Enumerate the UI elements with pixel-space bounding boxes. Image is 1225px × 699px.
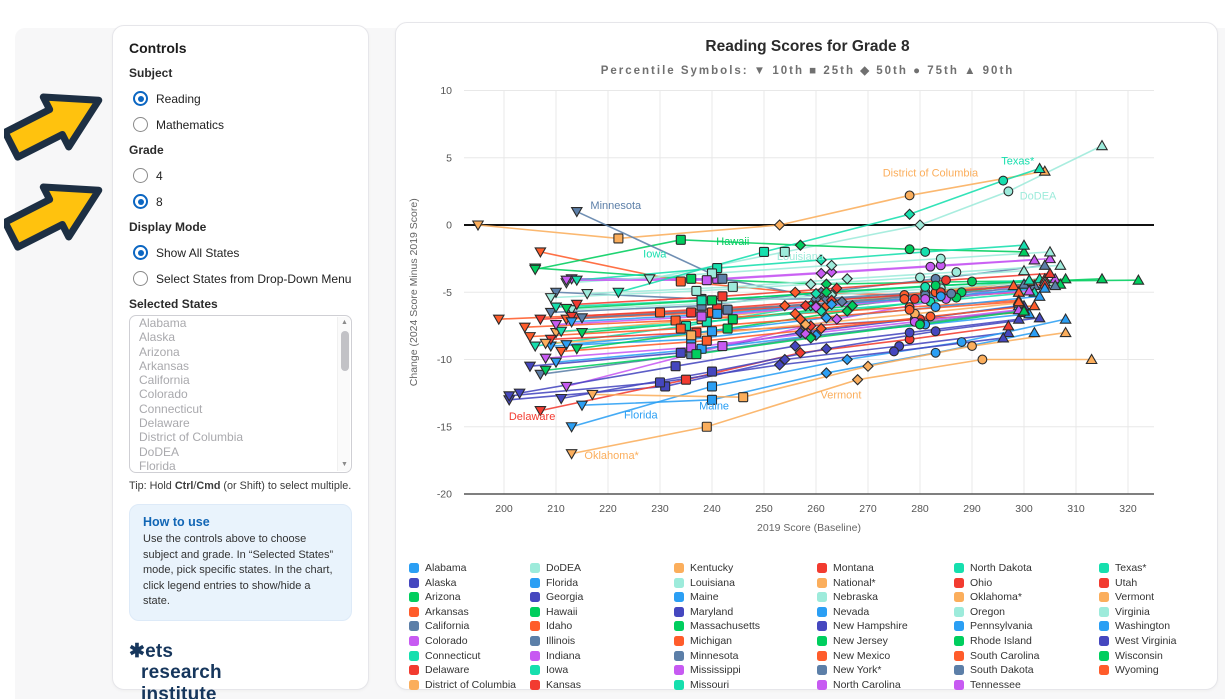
legend-label: Idaho [546, 620, 573, 633]
legend-swatch [530, 563, 540, 573]
legend-label: Oklahoma* [970, 591, 1022, 604]
radio-grade-4[interactable] [133, 168, 352, 183]
legend-label: Colorado [425, 635, 468, 647]
legend-label: Michigan [690, 635, 733, 647]
svg-text:270: 270 [859, 503, 877, 515]
legend-item-utah[interactable] [1099, 577, 1137, 589]
scroll-thumb[interactable] [341, 331, 349, 371]
svg-text:10: 10 [440, 85, 452, 97]
legend-swatch [674, 680, 684, 690]
svg-text:210: 210 [547, 503, 565, 515]
legend-swatch [674, 665, 684, 675]
chart-title: Reading Scores for Grade 8 [705, 38, 910, 55]
radio-label: Reading [156, 91, 201, 106]
legend-swatch [1099, 621, 1109, 631]
legend-swatch [954, 665, 964, 675]
radio-subject-reading[interactable] [133, 91, 352, 106]
radio-selected-icon[interactable] [133, 245, 148, 260]
listbox-option[interactable]: District of Columbia [139, 430, 244, 445]
svg-text:320: 320 [1119, 503, 1137, 515]
annotation-vermont: Vermont [820, 389, 862, 402]
listbox-scrollbar[interactable] [337, 317, 350, 471]
legend-swatch [409, 680, 419, 690]
legend-label: National* [833, 576, 876, 589]
legend-item-delaware[interactable] [409, 664, 469, 676]
legend-swatch [1099, 563, 1109, 573]
legend-swatch [409, 578, 419, 588]
legend-label: Oregon [970, 605, 1006, 618]
legend-label: Mississippi [690, 664, 741, 677]
legend-label: Tennessee [970, 678, 1021, 691]
legend-item-kansas[interactable] [530, 679, 581, 691]
subject-label: Subject [129, 66, 173, 80]
legend-item-wyoming[interactable] [1099, 664, 1159, 676]
scroll-up-icon[interactable]: ▲ [341, 319, 348, 326]
legend-item-mississippi[interactable] [674, 664, 741, 676]
legend-swatch [409, 665, 419, 675]
listbox-option[interactable]: Florida [139, 458, 176, 473]
legend-swatch [530, 607, 540, 617]
subject-radio-group [129, 91, 352, 132]
legend-swatch [817, 665, 827, 675]
legend-label: Florida [546, 576, 579, 589]
legend-item-nevada[interactable] [817, 606, 869, 618]
legend-item-south-dakota[interactable] [954, 664, 1034, 676]
legend-label: Rhode Island [970, 635, 1032, 647]
legend-label: Montana [833, 562, 874, 574]
callout-arrow-reading-icon [4, 75, 109, 170]
grade-radio-group [129, 168, 352, 209]
legend-swatch [674, 636, 684, 646]
legend-swatch [674, 607, 684, 617]
legend-item-alaska[interactable] [409, 577, 457, 589]
radio-label: 4 [156, 168, 163, 183]
legend-label: Alabama [425, 562, 467, 574]
legend-item-ohio[interactable] [954, 577, 992, 589]
legend-swatch [954, 578, 964, 588]
legend-swatch [409, 636, 419, 646]
legend-item-idaho[interactable] [530, 620, 572, 632]
listbox-option[interactable]: Alabama [139, 316, 187, 330]
legend-label: Nevada [833, 605, 870, 618]
legend-swatch [954, 621, 964, 631]
listbox-option[interactable]: Arkansas [139, 358, 190, 373]
legend-label: Vermont [1115, 591, 1155, 604]
annotation-hawaii: Hawaii [716, 236, 750, 249]
legend-label: Delaware [425, 664, 470, 677]
svg-text:310: 310 [1067, 503, 1085, 515]
svg-text:2019 Score (Baseline): 2019 Score (Baseline) [757, 522, 861, 534]
legend-item-kentucky[interactable] [674, 562, 733, 574]
legend-item-massachusetts[interactable] [674, 620, 760, 632]
legend-item-oregon[interactable] [954, 606, 1005, 618]
legend-label: Washington [1115, 620, 1171, 633]
legend-swatch [674, 578, 684, 588]
legend-item-missouri[interactable] [674, 679, 729, 691]
radio-subject-mathematics[interactable] [133, 117, 352, 132]
ets-asterisk-icon: ✱ [129, 641, 146, 663]
how-to-use-title: How to use [143, 515, 210, 529]
legend-swatch [530, 592, 540, 602]
svg-text:-10: -10 [436, 354, 452, 366]
legend-swatch [409, 563, 419, 573]
legend-label: Kentucky [690, 562, 734, 574]
legend-item-hawaii[interactable] [530, 606, 578, 618]
percentile-symbols-legend: Percentile Symbols: ▼ 10th ■ 25th ◆ 50th ● 75th ▲ 90th [600, 65, 1015, 77]
annotation-oklahoma-: Oklahoma* [584, 450, 639, 463]
legend-item-west-virginia[interactable] [1099, 635, 1176, 647]
legend-swatch [1099, 607, 1109, 617]
legend-swatch [817, 592, 827, 602]
annotation-texas-: Texas* [1001, 155, 1035, 168]
legend-item-maine[interactable] [674, 591, 719, 603]
legend-swatch [1099, 665, 1109, 675]
legend-item-new-mexico[interactable] [817, 650, 890, 662]
legend-item-district-of-columbia[interactable] [409, 679, 516, 691]
legend-swatch [530, 665, 540, 675]
legend-label: Arkansas [425, 605, 469, 618]
legend-swatch [530, 578, 540, 588]
legend-item-south-carolina[interactable] [954, 650, 1039, 662]
legend-item-georgia[interactable] [530, 591, 583, 603]
annotation-delaware: Delaware [508, 411, 556, 424]
svg-text:230: 230 [651, 503, 669, 515]
legend-label: Connecticut [425, 649, 481, 662]
legend-label: Pennsylvania [970, 620, 1033, 633]
legend-swatch [1099, 592, 1109, 602]
legend-swatch [817, 651, 827, 661]
radio-unselected-icon[interactable] [133, 168, 148, 183]
legend-label: West Virginia [1115, 635, 1177, 647]
legend-label: South Carolina [970, 649, 1040, 662]
legend-label: Utah [1115, 576, 1138, 589]
legend-item-new-jersey[interactable] [817, 635, 888, 647]
listbox-option[interactable]: Alaska [139, 330, 176, 345]
legend-label: District of Columbia [425, 678, 517, 691]
legend-swatch [954, 651, 964, 661]
legend-item-alabama[interactable] [409, 562, 466, 574]
legend-swatch [1099, 578, 1109, 588]
radio-label: Select States from Drop-Down Menu [156, 271, 352, 286]
svg-text:290: 290 [963, 503, 981, 515]
display-mode-radio-group [129, 245, 352, 286]
listbox-option[interactable]: Colorado [139, 387, 188, 402]
svg-text:5: 5 [446, 152, 452, 165]
legend-swatch [817, 563, 827, 573]
radio-unselected-icon[interactable] [133, 117, 148, 132]
annotation-maine: Maine [699, 400, 730, 413]
annotation-minnesota: Minnesota [590, 199, 642, 212]
legend-swatch [954, 680, 964, 690]
how-to-use-body: Use the controls above to choose subject and grade. In “Selected States” mode, pick specific states. In the chart, click legend entries to show/hide a state. [143, 533, 334, 608]
grade-label: Grade [129, 143, 164, 157]
legend-label: New Mexico [833, 649, 891, 662]
svg-text:-20: -20 [436, 488, 452, 501]
controls-title: Controls [129, 40, 187, 56]
legend-label: Missouri [690, 678, 730, 691]
legend-label: Massachusetts [690, 620, 761, 633]
legend-label: Texas* [1115, 562, 1147, 574]
legend-label: DoDEA [546, 562, 582, 574]
legend-item-montana[interactable] [817, 562, 874, 574]
legend-swatch [954, 563, 964, 573]
legend-item-nebraska[interactable] [817, 591, 878, 603]
legend-label: New York* [833, 664, 882, 677]
legend-label: New Jersey [833, 635, 888, 647]
selected-states-label: Selected States [129, 297, 218, 311]
legend-item-north-dakota[interactable] [954, 562, 1032, 574]
legend-item-connecticut[interactable] [409, 650, 480, 662]
legend-item-virginia[interactable] [1099, 606, 1150, 618]
annotation-dodea: DoDEA [1019, 190, 1057, 203]
legend-label: Louisiana [690, 576, 735, 589]
legend-label: Illinois [546, 635, 576, 647]
legend-swatch [817, 636, 827, 646]
legend-swatch [954, 607, 964, 617]
legend-label: Kansas [546, 678, 582, 691]
legend-item-florida[interactable] [530, 577, 578, 589]
selected-states-options [130, 316, 351, 473]
how-to-use-box [129, 504, 352, 621]
listbox-option[interactable]: DoDEA [139, 444, 180, 459]
legend-item-illinois[interactable] [530, 635, 575, 647]
legend-item-north-carolina[interactable] [817, 679, 901, 691]
legend-swatch [1099, 651, 1109, 661]
radio-display-mode-show-all-states[interactable] [133, 245, 352, 260]
listbox-option[interactable]: Arizona [139, 344, 180, 359]
legend-swatch [530, 680, 540, 690]
legend-swatch [409, 592, 419, 602]
svg-text:260: 260 [807, 503, 825, 515]
controls-panel [112, 25, 369, 699]
legend-label: Hawaii [546, 605, 578, 618]
legend-label: Ohio [970, 576, 993, 589]
legend-label: South Dakota [970, 664, 1034, 677]
legend-swatch [674, 592, 684, 602]
legend-swatch [674, 563, 684, 573]
legend-swatch [817, 607, 827, 617]
legend-swatch [409, 607, 419, 617]
annotation-florida: Florida [623, 409, 658, 422]
legend-item-arizona[interactable] [409, 591, 461, 603]
legend-item-new-york-[interactable] [817, 664, 881, 676]
legend-swatch [409, 621, 419, 631]
legend-swatch [954, 592, 964, 602]
legend-swatch [817, 578, 827, 588]
legend-label: Indiana [546, 649, 581, 662]
radio-selected-icon[interactable] [133, 91, 148, 106]
legend-swatch [674, 621, 684, 631]
radio-display-mode-select-states-from-drop-down-menu[interactable] [133, 271, 352, 286]
legend-item-michigan[interactable] [674, 635, 732, 647]
svg-text:0: 0 [446, 219, 452, 232]
listbox-option[interactable]: Connecticut [139, 401, 203, 416]
legend-item-louisiana[interactable] [674, 577, 735, 589]
legend-item-colorado[interactable] [409, 635, 468, 647]
radio-unselected-icon[interactable] [133, 271, 148, 286]
legend-label: Maine [690, 591, 719, 604]
legend-item-minnesota[interactable] [674, 650, 738, 662]
svg-text:280: 280 [911, 503, 929, 515]
legend-label: Alaska [425, 576, 457, 589]
svg-text:200: 200 [495, 503, 513, 515]
radio-selected-icon[interactable] [133, 194, 148, 209]
state-legend [396, 23, 1219, 691]
annotation-iowa: Iowa [643, 248, 667, 261]
annotation-louisiana: Louisiana [776, 250, 824, 263]
scroll-down-icon[interactable]: ▼ [341, 461, 348, 468]
svg-text:300: 300 [1015, 503, 1033, 515]
radio-label: Mathematics [156, 117, 225, 132]
legend-label: North Dakota [970, 562, 1032, 574]
legend-item-texas-[interactable] [1099, 562, 1147, 574]
chart-card [395, 22, 1218, 690]
legend-label: New Hampshire [833, 620, 908, 633]
legend-swatch [1099, 636, 1109, 646]
legend-label: Arizona [425, 591, 461, 604]
legend-item-california[interactable] [409, 620, 469, 632]
legend-label: Minnesota [690, 649, 739, 662]
legend-item-tennessee[interactable] [954, 679, 1021, 691]
selected-states-listbox[interactable] [129, 315, 352, 473]
multi-select-tip: Tip: Hold Ctrl/Cmd (or Shift) to select multiple. [129, 480, 352, 492]
svg-text:-15: -15 [436, 421, 452, 434]
legend-item-vermont[interactable] [1099, 591, 1154, 603]
legend-swatch [817, 680, 827, 690]
legend-label: California [425, 620, 470, 633]
listbox-option[interactable]: California [139, 373, 190, 388]
legend-item-new-hampshire[interactable] [817, 620, 908, 632]
callout-arrow-grade8-icon [4, 165, 109, 260]
legend-item-arkansas[interactable] [409, 606, 469, 618]
svg-text:-5: -5 [442, 286, 452, 299]
legend-item-pennsylvania[interactable] [954, 620, 1032, 632]
legend-item-wisconsin[interactable] [1099, 650, 1163, 662]
legend-label: Iowa [546, 664, 569, 677]
legend-label: North Carolina [833, 678, 901, 691]
legend-item-maryland[interactable] [674, 606, 733, 618]
radio-label: 8 [156, 194, 163, 209]
radio-grade-8[interactable] [133, 194, 352, 209]
legend-swatch [530, 636, 540, 646]
legend-item-oklahoma-[interactable] [954, 591, 1022, 603]
legend-swatch [674, 651, 684, 661]
legend-item-indiana[interactable] [530, 650, 580, 662]
radio-label: Show All States [156, 245, 240, 260]
legend-item-dodea[interactable] [530, 562, 581, 574]
legend-item-national-[interactable] [817, 577, 876, 589]
listbox-option[interactable]: Delaware [139, 416, 190, 431]
svg-text:Change (2024 Score Minus 2019: Change (2024 Score Minus 2019 Score) [408, 198, 420, 387]
legend-label: Wyoming [1115, 664, 1159, 677]
svg-text:240: 240 [703, 503, 721, 515]
legend-item-rhode-island[interactable] [954, 635, 1032, 647]
legend-swatch [409, 651, 419, 661]
legend-label: Wisconsin [1115, 649, 1163, 662]
legend-label: Georgia [546, 591, 584, 604]
legend-label: Virginia [1115, 605, 1150, 618]
legend-swatch [530, 621, 540, 631]
legend-label: Nebraska [833, 591, 878, 604]
legend-item-iowa[interactable] [530, 664, 568, 676]
legend-item-washington[interactable] [1099, 620, 1170, 632]
svg-text:220: 220 [599, 503, 617, 515]
legend-swatch [530, 651, 540, 661]
display-mode-label: Display Mode [129, 220, 207, 234]
legend-swatch [817, 621, 827, 631]
legend-label: Maryland [690, 605, 734, 618]
annotation-district-of-columbia: District of Columbia [882, 167, 979, 180]
legend-swatch [954, 636, 964, 646]
svg-text:250: 250 [755, 503, 773, 515]
ets-research-institute-logo: ✱ets research institute [129, 641, 222, 699]
